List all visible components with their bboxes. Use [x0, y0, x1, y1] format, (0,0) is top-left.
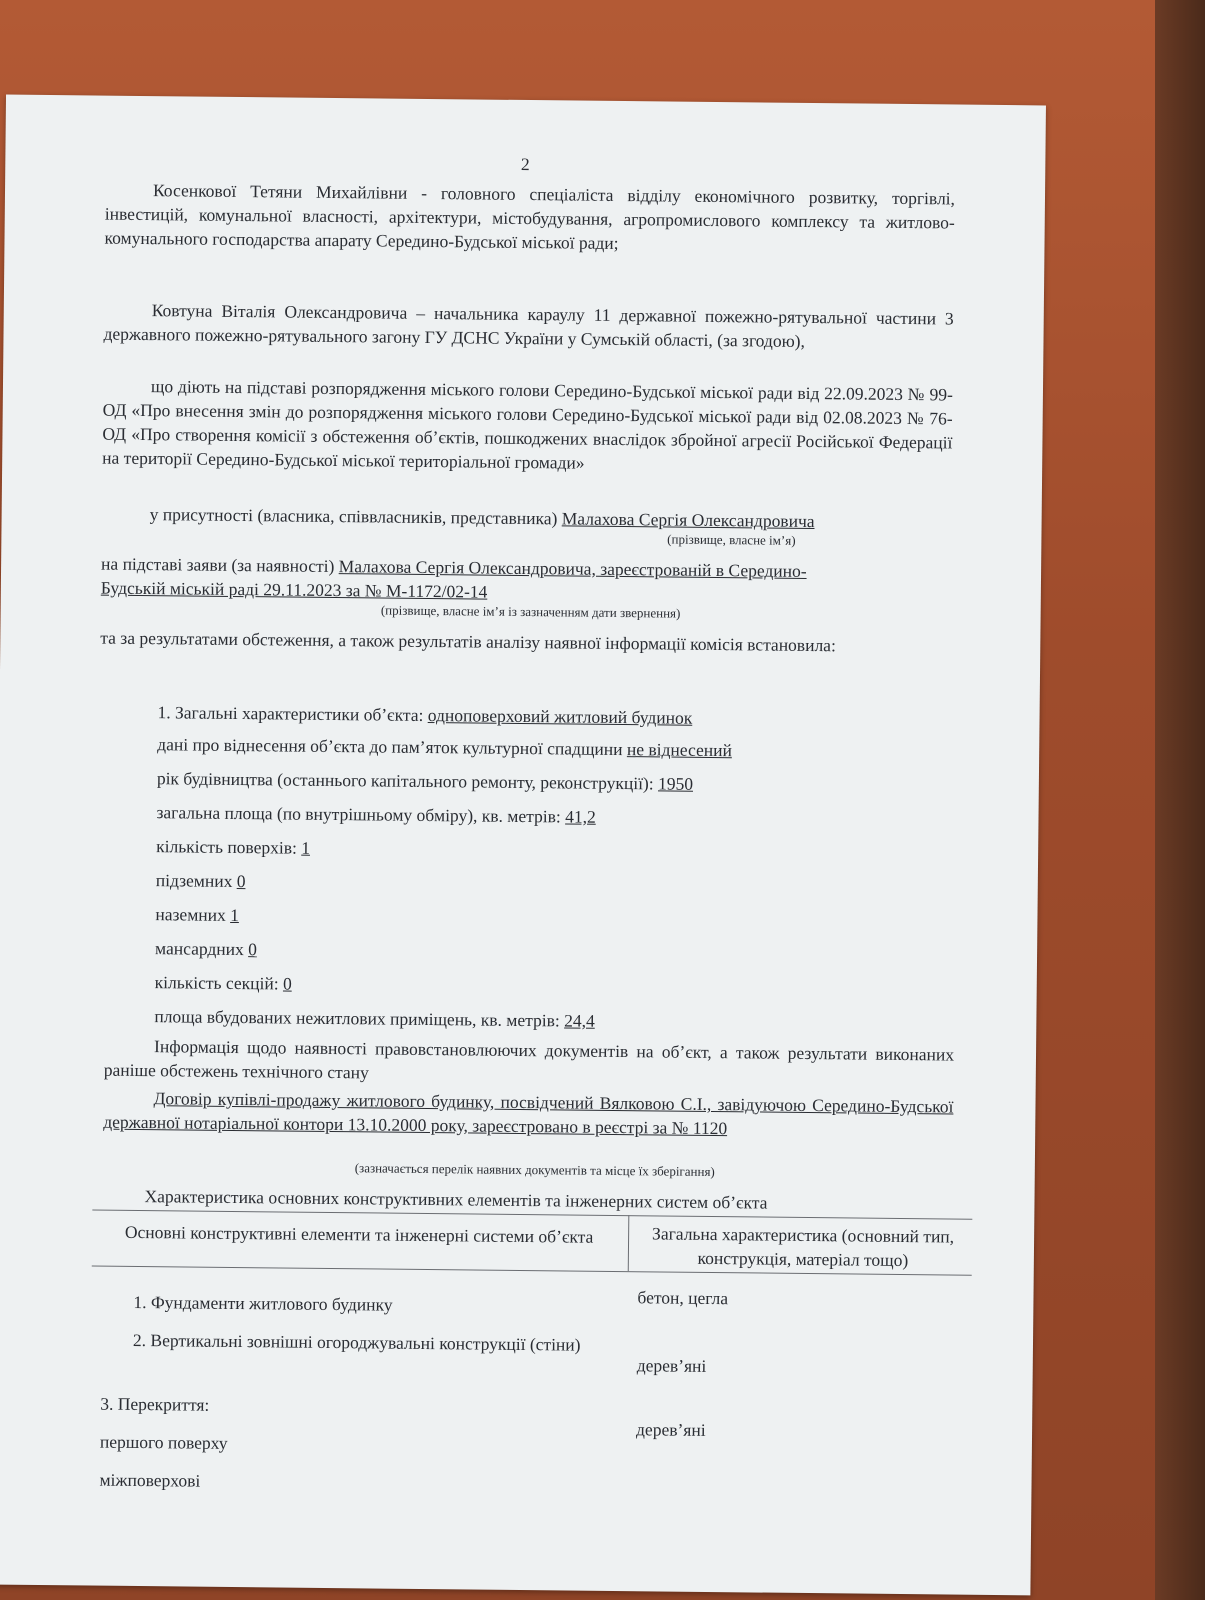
table-edge: [1155, 0, 1205, 1600]
table-row-element: 3. Перекриття:: [100, 1393, 210, 1415]
table-row-element: міжповерхові: [99, 1469, 201, 1491]
table-row-element: першого поверху: [99, 1431, 228, 1453]
char-row: кількість секцій: 0: [154, 972, 292, 994]
table-title: Характеристика основних конструктивних елементів та інженерних систем об’єкта: [144, 1186, 768, 1213]
char-row: загальна площа (по внутрішньому обміру), кв. метрів: 41,2: [156, 802, 596, 827]
char-row: рік будівництва (останнього капітального ремонту, реконструкції): 1950: [156, 768, 694, 794]
application-caption: (прізвище, власне ім’я із зазначенням дати звернення): [380, 602, 681, 621]
table-row-element: 2. Вертикальні зовнішні огороджувальні конструкції (стіни): [132, 1329, 581, 1355]
table-row-value: дерев’яні: [636, 1355, 707, 1376]
commission-member-1: Косенкової Тетяни Михайлівни - головного спеціаліста відділу економічного розвитку, торгівлі, інвестицій, комунальної власності, архітектури, містобудування, агропромислового комплексу та житлово-комунального господарства апарату Середино-Будської міської ради;: [104, 180, 956, 253]
application-prefix: на підставі заяви (за наявності): [101, 553, 335, 577]
application-text-1: Малахова Сергія Олександровича, зареєстрованій в Середино-: [338, 556, 807, 581]
char-row: площа вбудованих нежитлових приміщень, кв. метрів: 24,4: [154, 1006, 595, 1031]
char-row: кількість поверхів: 1: [156, 836, 311, 858]
char-row: 1. Загальні характеристики об’єкта: одноповерховий житловий будинок: [157, 702, 693, 728]
legal-basis: що діють на підставі розпорядження міського голови Середино-Будської міської ради від 22.09.2023 № 99-ОД «Про внесення змін до розпорядження міського голови Середино-Будської міської ради від 02.08.2023 № 76-ОД «Про створення комісії з обстеження об’єктів, пошкоджених внаслідок збройної агресії Російської Федерації на території Середино-Будської міської територіальної громади»: [102, 376, 954, 473]
application-text-2: Будській міській раді 29.11.2023 за № М-1172/02-14: [100, 577, 488, 602]
table-header-right: Загальна характеристика (основний тип, конструкція, матеріал тощо): [652, 1223, 955, 1271]
presence-caption: (прізвище, власне ім’я): [667, 531, 796, 548]
document-page: [0, 95, 1046, 1596]
table-row-value: бетон, цегла: [637, 1287, 729, 1309]
char-row: мансардних 0: [154, 938, 258, 960]
findings-intro: та за результатами обстеження, а також результатів аналізу наявної інформації комісія встановила:: [100, 627, 836, 656]
owner-name: Малахова Сергія Олександровича: [561, 508, 815, 532]
table-column-divider: [628, 1215, 630, 1271]
presence-line: [150, 502, 950, 534]
documents-intro: Інформація щодо наявності правовстановлюючих документів на об’єкт, а також результати виконаних раніше обстежень технічного стану: [103, 1036, 955, 1083]
char-row: дані про віднесення об’єкта до пам’яток культурної спадщини не віднесений: [157, 734, 733, 761]
table-header-left: Основні конструктивні елементи та інженерні системи об’єкта: [124, 1221, 594, 1247]
documents-text: Договір купівлі-продажу житлового будинку, посвідчений Вялковою С.І., завідуючою Середино-Будської державної нотаріальної контори 13.10.2000 року, зареєстровано в реєстрі за № 1120: [103, 1088, 954, 1139]
char-row: наземних 1: [155, 904, 240, 926]
page-number: 2: [520, 153, 530, 175]
table-row-value: дерев’яні: [635, 1419, 706, 1440]
table-row-element: 1. Фундаменти житлового будинку: [133, 1291, 393, 1315]
char-row: підземних 0: [155, 870, 246, 892]
commission-member-2: Ковтуна Віталія Олександровича – начальника караулу 11 державної пожежно-рятувальної частини 3 державного пожежно-рятувального загону ГУ ДСНС України у Сумській області, (за згодою),: [103, 300, 954, 351]
presence-prefix: у присутності (власника, співвласників, представника): [149, 504, 558, 529]
documents-caption: (зазначається перелік наявних документів та місце їх зберігання): [354, 1160, 715, 1180]
